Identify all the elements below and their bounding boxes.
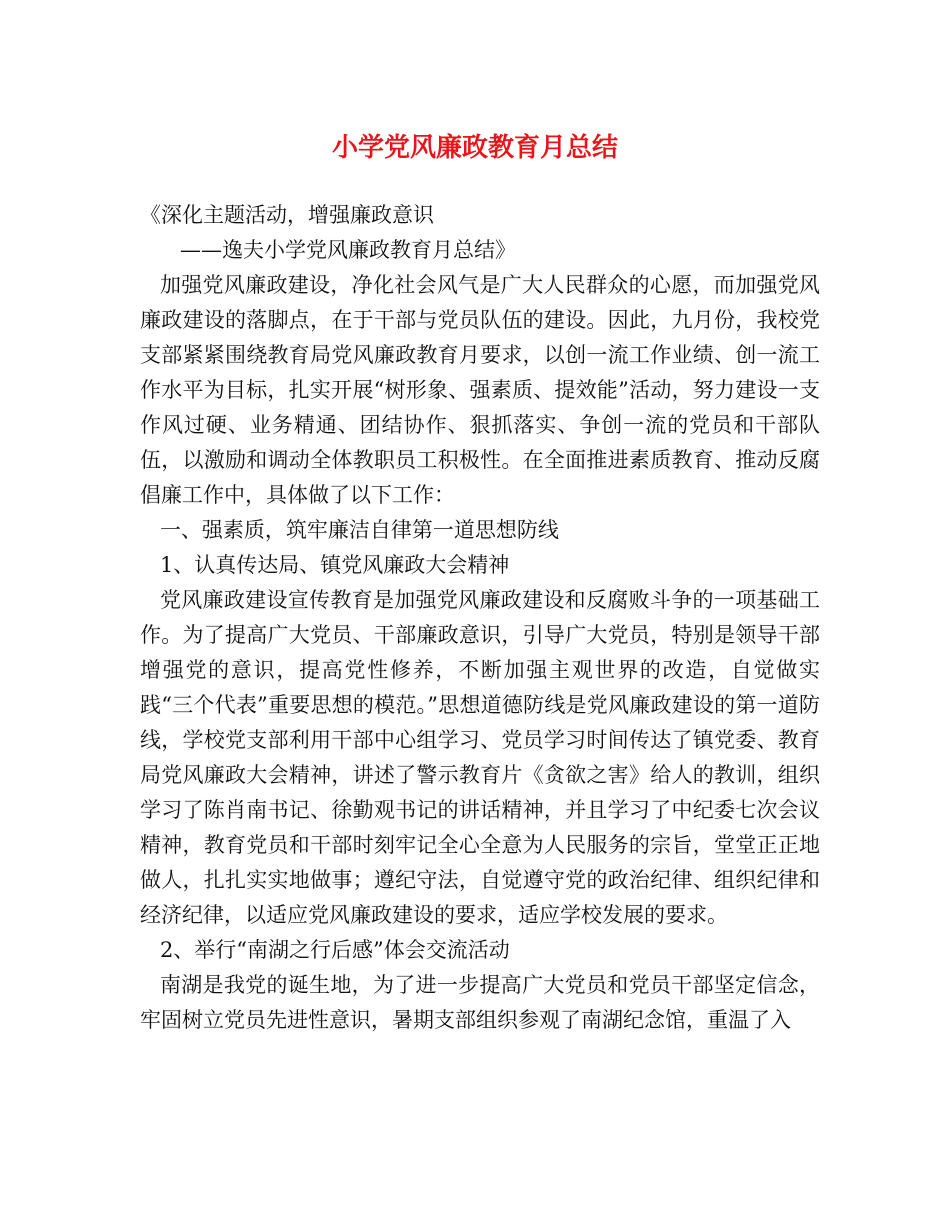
subsection-heading-1: 1、认真传达局、镇党风廉政大会精神 xyxy=(159,553,510,577)
body-paragraph-1: 党风廉政建设宣传教育是加强党风廉政建设和反腐败斗争的一项基础工作。为了提高广大党员、干部廉政意识，引导广大党员，特别是领导干部增强党的意识，提高党性修养，不断加强主观世界的改造，自觉做实践“三个代表”重要思想的模范。”思想道德防线是党风廉政建设的第一道防线，学校党支部利用干部中心组学习、党员学习时间传达了镇党委、教育局党风廉政大会精神，讲述了警示教育片《贪欲之害》给人的教训，组织学习了陈肖南书记、徐勤观书记的讲话精神，并且学习了中纪委七次会议精神，教育党员和干部时刻牢记全心全意为人民服务的宗旨，堂堂正正地做人，扎扎实实地做事；遵纪守法，自觉遵守党的政治纪律、组织纪律和经济纪律，以适应党风廉政建设的要求，适应学校发展的要求。 xyxy=(140,588,820,927)
intro-paragraph: 加强党风廉政建设，净化社会风气是广大人民群众的心愿，而加强党风廉政建设的落脚点，在于干部与党员队伍的建设。因此，九月份，我校党支部紧紧围绕教育局党风廉政教育月要求，以创一流工作业绩、创一流工作水平为目标，扎实开展“树形象、强素质、提效能”活动，努力建设一支作风过硬、业务精通、团结协作、狠抓落实、争创一流的党员和干部队伍，以激励和调动全体教职员工积极性。在全面推进素质教育、推动反腐倡廉工作中，具体做了以下工作： xyxy=(140,273,820,507)
subsection-heading-2: 2、举行“南湖之行后感”体会交流活动 xyxy=(159,938,510,962)
subtitle-line-1: 《深化主题活动，增强廉政意识 xyxy=(140,203,434,227)
section-heading-1: 一、强素质，筑牢廉洁自律第一道思想防线 xyxy=(159,518,559,542)
body-paragraph-2: 南湖是我党的诞生地，为了进一步提高广大党员和党员干部坚定信念，牢固树立党员先进性意识，暑期支部组织参观了南湖纪念馆，重温了入 xyxy=(140,973,820,1032)
document-body xyxy=(140,198,820,1038)
document-title: 小学党风廉政教育月总结 xyxy=(331,133,618,163)
subtitle-line-2: ——逸夫小学党风廉政教育月总结》 xyxy=(180,238,516,262)
